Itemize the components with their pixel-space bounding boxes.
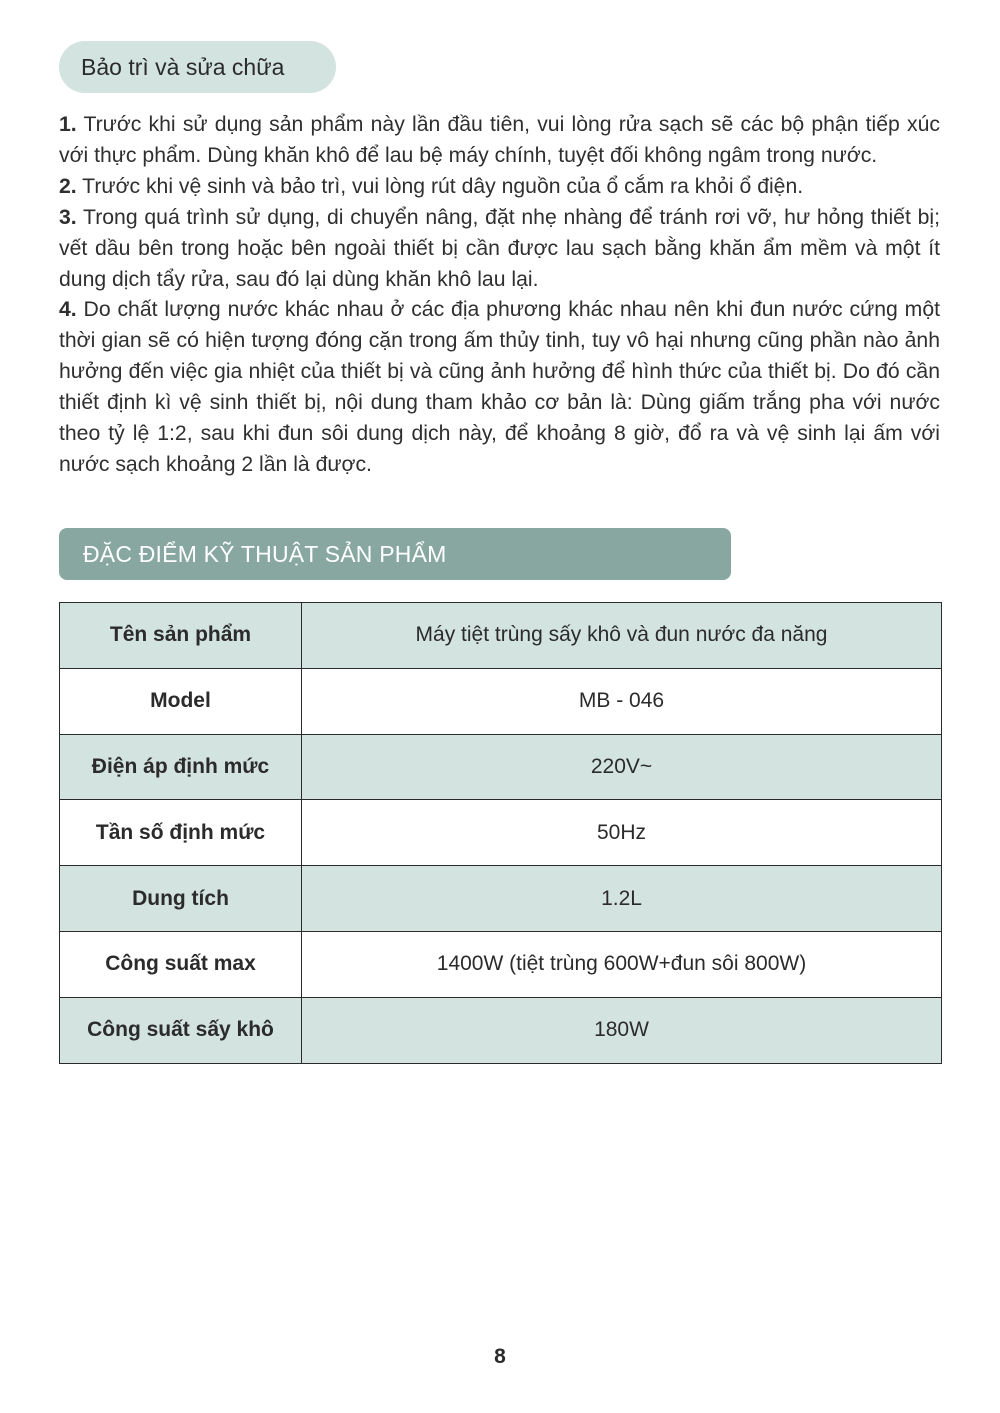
spec-value: 1.2L: [302, 866, 942, 932]
spec-value: 180W: [302, 997, 942, 1063]
paragraph-4: [59, 295, 940, 480]
paragraph-number: 4.: [59, 298, 77, 322]
spec-label: Điện áp định mức: [60, 734, 302, 800]
spec-value: 1400W (tiệt trùng 600W+đun sôi 800W): [302, 931, 942, 997]
table-row: [60, 734, 942, 800]
spec-value: MB - 046: [302, 668, 942, 734]
spec-value: 50Hz: [302, 800, 942, 866]
section-title-pill: [59, 41, 336, 93]
paragraph-number: 1.: [59, 113, 77, 136]
spec-label: Model: [60, 668, 302, 734]
page-number: 8: [494, 1345, 506, 1368]
paragraph-text: Trước khi sử dụng sản phẩm này lần đầu tiên, vui lòng rửa sạch sẽ các bộ phận tiếp xúc với thực phẩm. Dùng khăn khô để lau bệ máy chính, tuyệt đối không ngâm trong nước.: [59, 113, 940, 167]
paragraph-3: [59, 203, 940, 296]
table-row: [60, 866, 942, 932]
paragraph-text: Trong quá trình sử dụng, di chuyển nâng, đặt nhẹ nhàng để tránh rơi vỡ, hư hỏng thiết bị; vết dầu bên trong hoặc bên ngoài thiết bị cần được lau sạch bằng khăn ẩm mềm và một ít dung dịch tẩy rửa, sau đó lại dùng khăn khô lau lại.: [59, 205, 940, 291]
spec-section-header: [59, 528, 731, 580]
table-row: [60, 800, 942, 866]
paragraph-1: [59, 110, 940, 172]
paragraph-number: 3.: [59, 205, 77, 229]
maintenance-instructions: [59, 110, 940, 481]
spec-value: Máy tiệt trùng sấy khô và đun nước đa năng: [302, 603, 942, 669]
table-row: [60, 931, 942, 997]
spec-table: [59, 602, 942, 1064]
paragraph-text: Trước khi vệ sinh và bảo trì, vui lòng rút dây nguồn của ổ cắm ra khỏi ổ điện.: [76, 174, 804, 198]
paragraph-2: [59, 172, 940, 203]
paragraph-text: Do chất lượng nước khác nhau ở các địa phương khác nhau nên khi đun nước cứng một thời gian sẽ có hiện tượng đóng cặn trong ấm thủy tinh, tuy vô hại nhưng cũng phần nào ảnh hưởng đến việc gia nhiệt của thiết bị và cũng ảnh hưởng để hình thức của thiết bị. Do đó cần thiết định kì vệ sinh thiết bị, nội dung tham khảo cơ bản là: Dùng giấm trắng pha với nước theo tỷ lệ 1:2, sau khi đun sôi dung dịch này, để khoảng 8 giờ, đổ ra và vệ sinh lại ấm với nước sạch khoảng 2 lần là được.: [59, 298, 940, 476]
table-row: [60, 997, 942, 1063]
spec-label: Tần số định mức: [60, 800, 302, 866]
table-row: [60, 603, 942, 669]
spec-label: Dung tích: [60, 866, 302, 932]
paragraph-number: 2.: [59, 174, 77, 198]
section-title: Bảo trì và sửa chữa: [81, 53, 285, 80]
spec-label: Tên sản phẩm: [60, 603, 302, 669]
spec-value: 220V~: [302, 734, 942, 800]
spec-label: Công suất sấy khô: [60, 997, 302, 1063]
spec-label: Công suất max: [60, 931, 302, 997]
table-row: [60, 668, 942, 734]
spec-section-title: ĐẶC ĐIỂM KỸ THUẬT SẢN PHẨM: [83, 540, 447, 567]
